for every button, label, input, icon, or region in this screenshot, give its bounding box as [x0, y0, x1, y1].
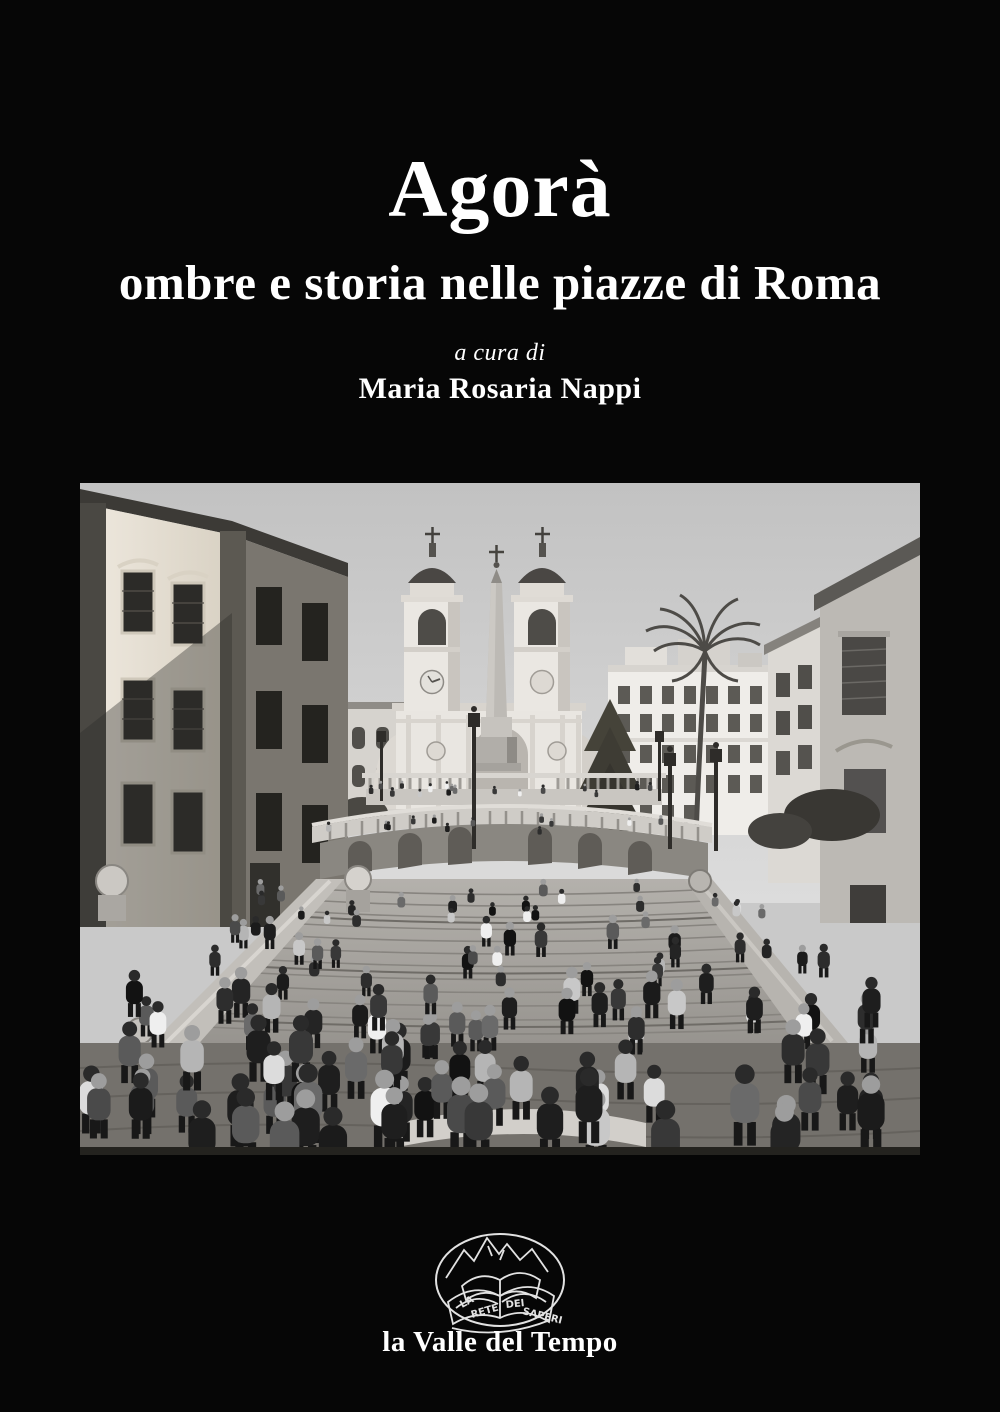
curated-by-label: a cura di	[454, 340, 546, 366]
upper-terrace-balustrade	[362, 773, 666, 805]
book-title: Agorà	[388, 143, 612, 234]
svg-text:RETE: RETE	[469, 1302, 500, 1321]
photo-bottom-shadow	[80, 1147, 920, 1155]
editor-name: Maria Rosaria Nappi	[358, 372, 642, 405]
svg-text:DEI: DEI	[505, 1298, 526, 1311]
svg-text:LA: LA	[458, 1294, 476, 1311]
left-palazzo	[80, 489, 348, 927]
cover-photo-spanish-steps	[80, 483, 920, 1155]
right-foreground-building	[814, 537, 920, 923]
book-subtitle: ombre e storia nelle piazze di Roma	[118, 255, 882, 310]
svg-text:SAPERI: SAPERI	[521, 1306, 564, 1327]
publisher-name: la Valle del Tempo	[382, 1326, 618, 1358]
photo-illustration	[80, 483, 920, 1155]
